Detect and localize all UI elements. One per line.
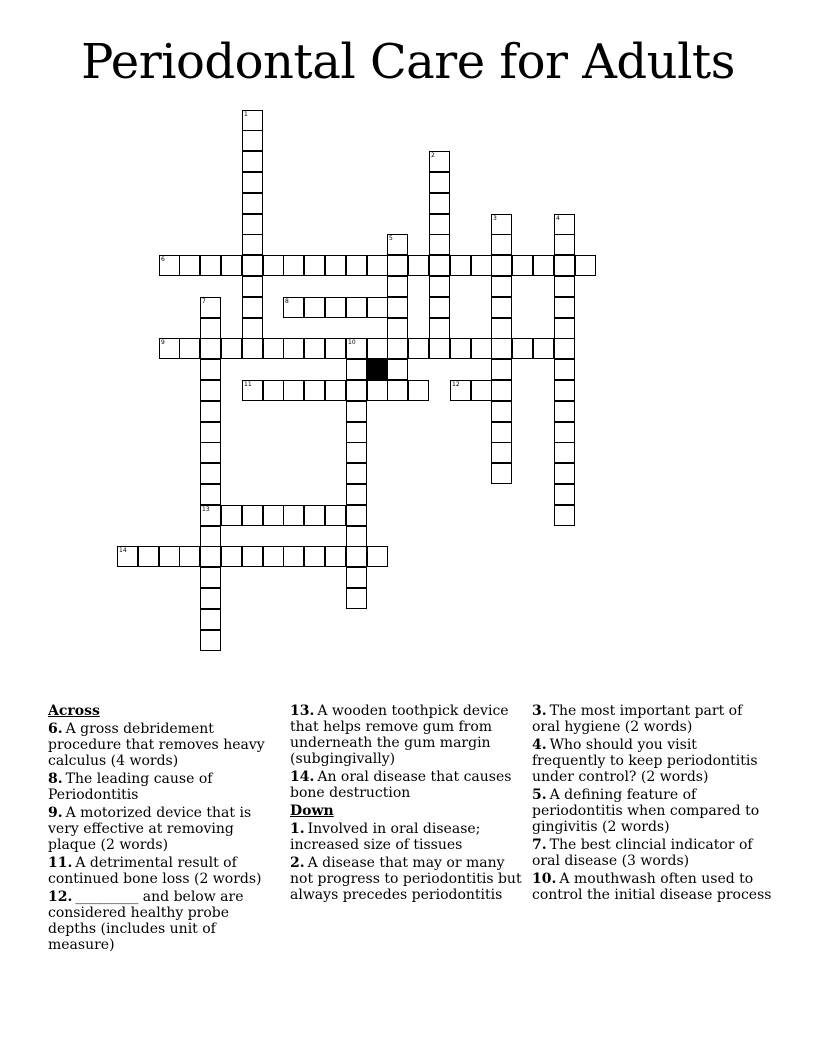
crossword-cell[interactable]	[491, 214, 512, 235]
clue-number: 9	[161, 339, 165, 346]
crossword-cell[interactable]	[200, 526, 221, 547]
clue-number: 8	[285, 298, 289, 305]
crossword-cell[interactable]	[242, 276, 263, 297]
crossword-cell[interactable]	[346, 505, 367, 526]
crossword-cell[interactable]	[283, 505, 304, 526]
clue-text: A gross debridement procedure that removes heavy calculus (4 words)	[48, 721, 265, 769]
crossword-cell[interactable]	[367, 255, 388, 276]
crossword-cell[interactable]	[200, 318, 221, 339]
crossword-cell[interactable]	[283, 338, 304, 359]
crossword-cell[interactable]	[242, 130, 263, 151]
clue-number-label: 4.	[532, 737, 547, 753]
crossword-cell[interactable]	[429, 214, 450, 235]
crossword-cell[interactable]	[200, 338, 221, 359]
crossword-cell[interactable]	[325, 297, 346, 318]
clue	[48, 855, 278, 887]
crossword-cell[interactable]	[554, 214, 575, 235]
clue-number: 6	[161, 256, 165, 263]
crossword-cell[interactable]	[221, 546, 242, 567]
crossword-cell[interactable]	[179, 338, 200, 359]
clue-text: A defining feature of periodontitis when compared to gingivitis (2 words)	[532, 787, 760, 835]
clue-number: 11	[244, 381, 252, 388]
crossword-cell[interactable]	[554, 463, 575, 484]
crossword-cell[interactable]	[491, 359, 512, 380]
crossword-cell[interactable]	[283, 380, 304, 401]
crossword-cell[interactable]	[491, 442, 512, 463]
crossword-cell[interactable]	[429, 318, 450, 339]
clue-text: A wooden toothpick device that helps remove gum from underneath the gum margin (subgingivally)	[290, 703, 509, 767]
crossword-cell[interactable]	[138, 546, 159, 567]
crossword-cell[interactable]	[346, 588, 367, 609]
crossword-cell[interactable]	[554, 338, 575, 359]
crossword-cell[interactable]	[346, 255, 367, 276]
crossword-cell[interactable]	[159, 255, 180, 276]
clue-number-label: 14.	[290, 769, 315, 785]
crossword-cell[interactable]	[242, 318, 263, 339]
crossword-cell[interactable]	[554, 505, 575, 526]
crossword-cell[interactable]	[491, 297, 512, 318]
clue-text: A disease that may or many not progress to periodontitis but always precedes periodontitis	[290, 855, 522, 903]
crossword-cell[interactable]	[200, 567, 221, 588]
crossword-cell[interactable]	[429, 338, 450, 359]
clue-text: _________ and below are considered healthy probe depths (includes unit of measure)	[48, 889, 244, 953]
crossword-cell[interactable]	[429, 297, 450, 318]
crossword-cell[interactable]	[242, 505, 263, 526]
clue-number-label: 9.	[48, 805, 63, 821]
crossword-cell[interactable]	[450, 380, 471, 401]
clue	[532, 837, 772, 869]
crossword-cell[interactable]	[554, 276, 575, 297]
crossword-cell[interactable]	[242, 380, 263, 401]
clue-number-label: 7.	[532, 837, 547, 853]
clue-number-label: 8.	[48, 771, 63, 787]
crossword-cell[interactable]	[554, 380, 575, 401]
crossword-cell[interactable]	[346, 380, 367, 401]
clues-column-3	[532, 703, 772, 905]
crossword-cell[interactable]	[200, 546, 221, 567]
crossword-cell[interactable]	[263, 255, 284, 276]
crossword-cell[interactable]	[304, 380, 325, 401]
clue-number: 4	[556, 215, 560, 222]
crossword-cell[interactable]	[554, 255, 575, 276]
crossword-cell[interactable]	[429, 234, 450, 255]
clue-text: The leading cause of Periodontitis	[48, 771, 213, 803]
crossword-cell[interactable]	[346, 359, 367, 380]
crossword-cell[interactable]	[200, 505, 221, 526]
crossword-cell[interactable]	[554, 422, 575, 443]
crossword-cell[interactable]	[554, 442, 575, 463]
crossword-cell[interactable]	[471, 380, 492, 401]
clue	[532, 703, 772, 735]
crossword-cell[interactable]	[491, 380, 512, 401]
crossword-cell[interactable]	[200, 359, 221, 380]
crossword-cell[interactable]	[242, 338, 263, 359]
crossword-cell[interactable]	[367, 380, 388, 401]
down-heading: Down	[290, 803, 334, 819]
crossword-cell[interactable]	[554, 234, 575, 255]
crossword-cell[interactable]	[408, 380, 429, 401]
crossword-cell[interactable]	[221, 338, 242, 359]
crossword-cell[interactable]	[242, 297, 263, 318]
crossword-cell[interactable]	[242, 234, 263, 255]
crossword-cell[interactable]	[554, 359, 575, 380]
crossword-cell[interactable]	[325, 255, 346, 276]
clue-number: 12	[452, 381, 460, 388]
crossword-cell[interactable]	[304, 338, 325, 359]
crossword-cell[interactable]	[242, 255, 263, 276]
page-title: Periodontal Care for Adults	[81, 34, 735, 90]
clue-text: Who should you visit frequently to keep periodontitis under control? (2 words)	[532, 737, 758, 785]
clue-text: Involved in oral disease; increased size of tissues	[290, 821, 481, 853]
clue-text: The most important part of oral hygiene (2 words)	[532, 703, 743, 735]
crossword-cell[interactable]	[491, 338, 512, 359]
crossword-cell[interactable]	[491, 276, 512, 297]
crossword-cell[interactable]	[346, 401, 367, 422]
crossword-cell[interactable]	[387, 318, 408, 339]
crossword-cell[interactable]	[346, 567, 367, 588]
crossword-cell[interactable]	[471, 255, 492, 276]
crossword-cell[interactable]	[387, 234, 408, 255]
crossword-cell[interactable]	[200, 463, 221, 484]
crossword-cell[interactable]	[387, 276, 408, 297]
crossword-cell[interactable]	[491, 463, 512, 484]
clue-number: 14	[119, 547, 127, 554]
crossword-cell[interactable]	[304, 505, 325, 526]
crossword-cell[interactable]	[200, 484, 221, 505]
clue-number-label: 11.	[48, 855, 73, 871]
crossword-cell[interactable]	[367, 546, 388, 567]
crossword-cell[interactable]	[200, 588, 221, 609]
crossword-cell[interactable]	[554, 401, 575, 422]
crossword-cell[interactable]	[387, 359, 408, 380]
crossword-cell[interactable]	[450, 255, 471, 276]
crossword-cell[interactable]	[200, 255, 221, 276]
clue-number-label: 5.	[532, 787, 547, 803]
crossword-cell[interactable]	[429, 172, 450, 193]
crossword-cell[interactable]	[263, 546, 284, 567]
crossword-cell[interactable]	[117, 546, 138, 567]
crossword-cell[interactable]	[512, 338, 533, 359]
clue-number-label: 6.	[48, 721, 63, 737]
clue-text: A detrimental result of continued bone loss (2 words)	[48, 855, 262, 887]
clue-number: 5	[389, 235, 393, 242]
clue	[290, 769, 522, 801]
crossword-cell[interactable]	[387, 338, 408, 359]
crossword-cell[interactable]	[429, 276, 450, 297]
crossword-cell[interactable]	[491, 318, 512, 339]
crossword-cell[interactable]	[242, 214, 263, 235]
crossword-cell[interactable]	[242, 193, 263, 214]
crossword-cell[interactable]	[346, 297, 367, 318]
crossword-cell[interactable]	[325, 546, 346, 567]
crossword-cell[interactable]	[554, 318, 575, 339]
crossword-cell[interactable]	[304, 546, 325, 567]
crossword-cell[interactable]	[512, 255, 533, 276]
crossword-cell[interactable]	[283, 255, 304, 276]
crossword-cell[interactable]	[429, 255, 450, 276]
crossword-cell[interactable]	[387, 255, 408, 276]
crossword-cell[interactable]	[429, 193, 450, 214]
crossword-cell[interactable]	[304, 297, 325, 318]
crossword-cell[interactable]	[263, 380, 284, 401]
crossword-cell[interactable]	[283, 546, 304, 567]
clue-number-label: 13.	[290, 703, 315, 719]
crossword-cell[interactable]	[263, 338, 284, 359]
crossword-cell[interactable]	[179, 546, 200, 567]
clue-number-label: 1.	[290, 821, 305, 837]
crossword-cell[interactable]	[346, 546, 367, 567]
clues-column-2	[290, 703, 522, 905]
crossword-cell[interactable]	[491, 422, 512, 443]
crossword-cell[interactable]	[242, 546, 263, 567]
crossword-cell[interactable]	[200, 442, 221, 463]
crossword-cell[interactable]	[408, 255, 429, 276]
clue-number-label: 3.	[532, 703, 547, 719]
clue	[48, 805, 278, 853]
clue	[532, 871, 772, 903]
crossword-cell[interactable]	[159, 338, 180, 359]
crossword-cell[interactable]	[471, 338, 492, 359]
crossword-cell[interactable]	[346, 422, 367, 443]
crossword-cell[interactable]	[346, 484, 367, 505]
crossword-cell[interactable]	[242, 172, 263, 193]
crossword-cell[interactable]	[429, 151, 450, 172]
crossword-cell[interactable]	[387, 297, 408, 318]
crossword-cell[interactable]	[491, 234, 512, 255]
crossword-cell[interactable]	[200, 630, 221, 651]
clue-text: A motorized device that is very effective at removing plaque (2 words)	[48, 805, 252, 853]
clue	[290, 855, 522, 903]
crossword-cell[interactable]	[491, 255, 512, 276]
crossword-cell[interactable]	[533, 338, 554, 359]
clue-number: 3	[493, 215, 497, 222]
clue	[532, 737, 772, 785]
clue-number-label: 10.	[532, 871, 557, 887]
crossword-cell[interactable]	[263, 505, 284, 526]
clue-number: 2	[431, 152, 435, 159]
crossword-cell[interactable]	[325, 380, 346, 401]
crossword-cell[interactable]	[533, 255, 554, 276]
crossword-cell[interactable]	[242, 110, 263, 131]
across-heading: Across	[48, 703, 100, 719]
clue-text: An oral disease that causes bone destruction	[290, 769, 512, 801]
crossword-cell[interactable]	[283, 297, 304, 318]
clue-text: A mouthwash often used to control the initial disease process	[532, 871, 772, 903]
clue-number-label: 12.	[48, 889, 73, 905]
crossword-cell[interactable]	[408, 338, 429, 359]
clue-number: 7	[202, 298, 206, 305]
crossword-cell[interactable]	[575, 255, 596, 276]
crossword-cell[interactable]	[346, 442, 367, 463]
crossword-cell[interactable]	[346, 526, 367, 547]
crossword-cell[interactable]	[491, 401, 512, 422]
clue-text: The best clincial indicator of oral disease (3 words)	[532, 837, 753, 869]
clue	[48, 721, 278, 769]
clues-column-1	[48, 703, 278, 955]
crossword-cell[interactable]	[242, 151, 263, 172]
crossword-cell[interactable]	[325, 338, 346, 359]
crossword-cell[interactable]	[346, 463, 367, 484]
crossword-cell[interactable]	[367, 338, 388, 359]
crossword-cell[interactable]	[325, 505, 346, 526]
clue	[290, 821, 522, 853]
crossword-cell[interactable]	[200, 609, 221, 630]
crossword-cell[interactable]	[367, 297, 388, 318]
clue-number: 1	[244, 111, 248, 118]
crossword-cell[interactable]	[221, 505, 242, 526]
clue	[48, 889, 278, 953]
crossword-cell[interactable]	[450, 338, 471, 359]
clue-number-label: 2.	[290, 855, 305, 871]
crossword-cell[interactable]	[346, 338, 367, 359]
crossword-cell[interactable]	[200, 401, 221, 422]
crossword-cell[interactable]	[387, 380, 408, 401]
clue	[532, 787, 772, 835]
crossword-cell[interactable]	[200, 422, 221, 443]
crossword-cell[interactable]	[200, 297, 221, 318]
clue	[290, 703, 522, 767]
clue-number: 10	[348, 339, 356, 346]
black-cell	[367, 359, 388, 380]
clue-number: 13	[202, 506, 210, 513]
clue	[48, 771, 278, 803]
crossword-cell[interactable]	[200, 380, 221, 401]
crossword-cell[interactable]	[554, 297, 575, 318]
crossword-cell[interactable]	[221, 255, 242, 276]
crossword-cell[interactable]	[159, 546, 180, 567]
crossword-cell[interactable]	[179, 255, 200, 276]
crossword-cell[interactable]	[554, 484, 575, 505]
crossword-cell[interactable]	[304, 255, 325, 276]
